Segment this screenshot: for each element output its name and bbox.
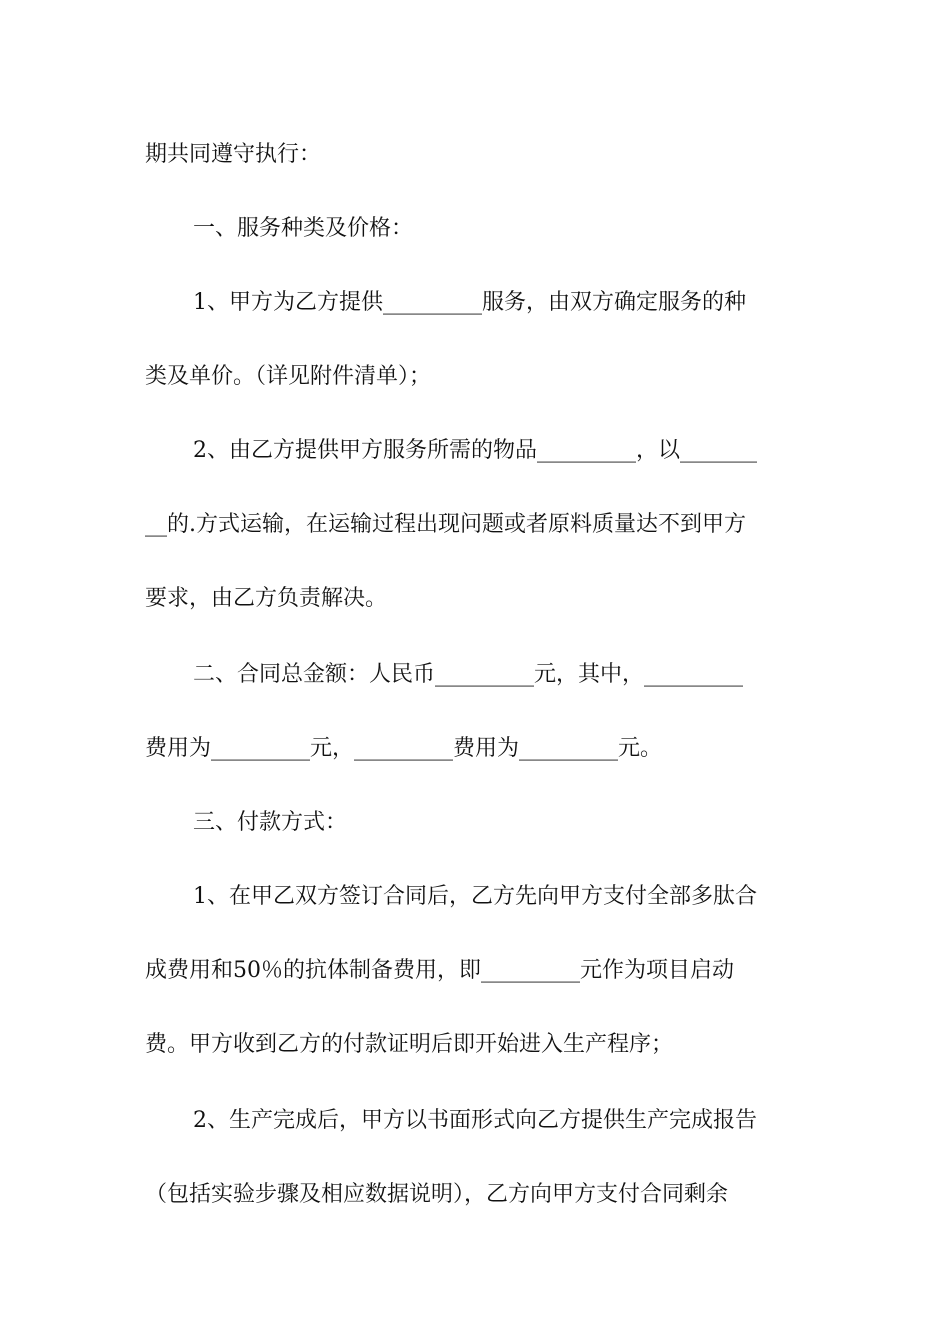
section-heading-payment: 三、付款方式： bbox=[193, 810, 348, 835]
clause-1-2: 2、由乙方提供甲方服务所需的物品_________，以_______ bbox=[193, 438, 757, 463]
clause-3-1-cont-a: 成费用和50％的抗体制备费用，即_________元作为项目启动 bbox=[145, 958, 734, 983]
section-heading-total-amount: 二、合同总金额：人民币_________元，其中，_________ bbox=[193, 662, 744, 687]
clause-3-1: 1、在甲乙双方签订合同后，乙方先向甲方支付全部多肽合 bbox=[193, 884, 757, 909]
clause-3-2-cont: （包括实验步骤及相应数据说明），乙方向甲方支付合同剩余 bbox=[145, 1182, 729, 1207]
text-line-continuation: 期共同遵守执行： bbox=[145, 142, 322, 167]
clause-3-2: 2、生产完成后，甲方以书面形式向乙方提供生产完成报告 bbox=[193, 1108, 757, 1133]
clause-3-1-cont-b: 费。甲方收到乙方的付款证明后即开始进入生产程序； bbox=[145, 1032, 674, 1057]
clause-1-2-cont-a: __的.方式运输，在运输过程出现问题或者原料质量达不到甲方 bbox=[145, 512, 746, 537]
clause-1-2-cont-b: 要求，由乙方负责解决。 bbox=[145, 586, 388, 611]
clause-1-1: 1、甲方为乙方提供_________服务，由双方确定服务的种 bbox=[193, 290, 746, 315]
section-heading-service-types: 一、服务种类及价格： bbox=[193, 216, 414, 241]
total-amount-cont: 费用为_________元，_________费用为_________元。 bbox=[145, 736, 663, 761]
clause-1-1-cont: 类及单价。（详见附件清单）； bbox=[145, 364, 432, 389]
